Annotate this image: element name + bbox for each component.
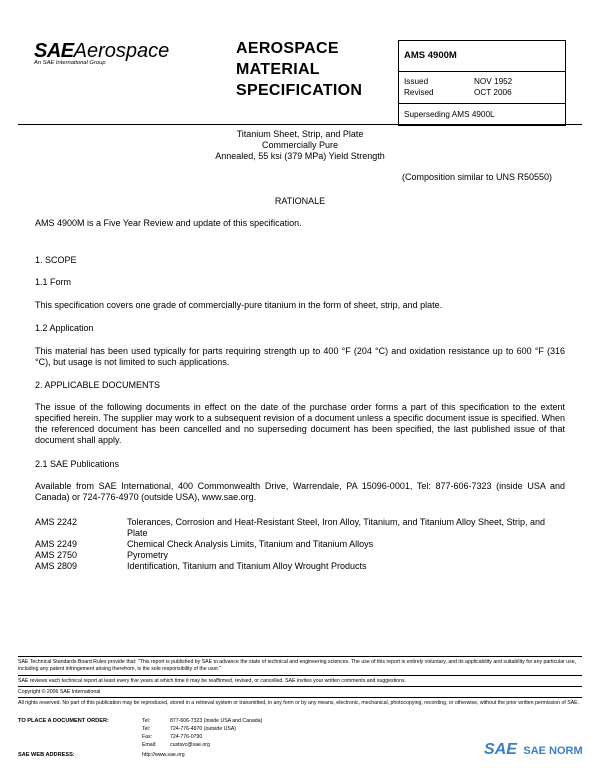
title-line-1: AEROSPACE xyxy=(236,40,339,57)
email-value[interactable]: custsvc@sae.org xyxy=(170,742,210,748)
reference-code: AMS 2249 xyxy=(35,539,78,549)
section-1-heading: 1. SCOPE xyxy=(35,255,77,265)
title-line-2: MATERIAL xyxy=(236,61,320,78)
logo-aerospace-text: Aerospace xyxy=(73,40,170,62)
rationale-text: AMS 4900M is a Five Year Review and update of this specification. xyxy=(35,218,302,228)
subject-line-3: Annealed, 55 ksi (379 MPa) Yield Strength xyxy=(215,151,385,161)
section-1-1-text: This specification covers one grade of commercially-pure titanium in the form of sheet, strip, and plate. xyxy=(35,300,443,310)
section-2-1-text: Available from SAE International, 400 Commonwealth Drive, Warrendale, PA 15096-0001, Tel: 877-606-7323 (inside USA and Canada) or 724-776-4970 (outside USA), www.sae.org. xyxy=(35,481,565,502)
tel2-value: 724-776-4970 (outside USA) xyxy=(170,726,237,732)
footer-divider-3 xyxy=(18,686,582,687)
header-divider xyxy=(18,124,582,125)
footer-review: SAE reviews each technical report at least every five years at which time it may be reaffirmed, revised, or cancelled. SAE invites your written comments and suggestions. xyxy=(18,678,406,684)
web-value[interactable]: http://www.sae.org xyxy=(142,752,185,758)
superseding-text: Superseding AMS 4900L xyxy=(404,110,495,119)
reference-description: Identification, Titanium and Titanium Alloy Wrought Products xyxy=(127,561,367,571)
section-2-text: The issue of the following documents in effect on the date of the purchase order forms a part of this specification to the extent specified herein. The supplier may work to a subsequent revision of a document unless a specific document issue is specified. When the referenced document has been cancelled and no superseding document has been specified, the last published issue of that document shall apply. xyxy=(35,402,565,445)
rationale-heading: RATIONALE xyxy=(274,196,326,206)
doc-number-row xyxy=(399,41,565,72)
subject-block xyxy=(0,129,600,162)
tel2-label: Tel: xyxy=(142,726,151,732)
reference-description: Tolerances, Corrosion and Heat-Resistant Steel, Iron Alloy, Titanium, and Titanium Alloy Sheet, Strip, and Plate xyxy=(127,517,546,538)
revised-date: OCT 2006 xyxy=(474,88,512,97)
reference-code: AMS 2242 xyxy=(35,517,78,527)
section-2-1-heading: 2.1 SAE Publications xyxy=(35,459,120,469)
composition-note: (Composition similar to UNS R50550) xyxy=(402,172,553,182)
footer-copyright: Copyright © 2006 SAE International xyxy=(18,689,101,695)
logo-sae-text: SAE xyxy=(34,40,74,62)
footer-divider xyxy=(18,656,582,657)
doc-number: AMS 4900M xyxy=(404,50,457,61)
doc-type-title xyxy=(236,38,396,101)
badge-norm-text: SAE NORM xyxy=(523,745,583,757)
tel-value: 877-606-7323 (inside USA and Canada) xyxy=(170,718,263,724)
section-1-2-text: This material has been used typically for parts requiring strength up to 400 °F (204 °C) and oxidation resistance up to 600 °F (316 °C), but usage is not limited to such applications. xyxy=(35,346,565,367)
footer-divider-2 xyxy=(18,675,582,676)
badge-sae-mark: SAE xyxy=(484,741,517,758)
doc-info-box xyxy=(398,40,566,126)
reference-description: Chemical Check Analysis Limits, Titanium and Titanium Alloys xyxy=(127,539,374,549)
web-label: SAE WEB ADDRESS: xyxy=(18,752,75,758)
section-2-heading: 2. APPLICABLE DOCUMENTS xyxy=(35,380,161,390)
section-1-2-heading: 1.2 Application xyxy=(35,323,94,333)
reference-code: AMS 2809 xyxy=(35,561,78,571)
sae-norm-badge xyxy=(484,741,583,759)
title-line-3: SPECIFICATION xyxy=(236,82,363,99)
reference-description: Pyrometry xyxy=(127,550,169,560)
issued-date: NOV 1952 xyxy=(474,77,513,86)
reference-code: AMS 2750 xyxy=(35,550,78,560)
footer-divider-4 xyxy=(18,697,582,698)
tel-label: Tel: xyxy=(142,718,151,724)
fax-value: 724-776-0790 xyxy=(170,734,203,740)
revised-label: Revised xyxy=(404,88,434,97)
subject-line-1: Titanium Sheet, Strip, and Plate xyxy=(236,129,364,139)
email-label: Email: xyxy=(142,742,157,748)
logo-tagline: An SAE International Group xyxy=(34,60,106,66)
superseding-row xyxy=(399,103,565,126)
footer-rights: All rights reserved. No part of this publication may be reproduced, stored in a retrieval system or transmitted, in any form or by any means, electronic, mechanical, photocopying, recording, or otherwise, without the prior written permission of SAE. xyxy=(18,700,580,706)
sae-aerospace-logo xyxy=(34,40,194,74)
issued-label: Issued xyxy=(404,77,429,86)
section-1-1-heading: 1.1 Form xyxy=(35,277,72,287)
fax-label: Fax: xyxy=(142,734,153,740)
order-label: TO PLACE A DOCUMENT ORDER: xyxy=(18,718,109,724)
subject-line-2: Commercially Pure xyxy=(261,140,339,150)
footer-rules: SAE Technical Standards Board Rules provide that: "This report is published by SAE to advance the state of technical and engineering sciences. The use of this report is entirely voluntary, and its applicability and suitability for any particular use, including any patent infringement arising therefrom, is the sole responsibility of the user." xyxy=(18,659,577,672)
